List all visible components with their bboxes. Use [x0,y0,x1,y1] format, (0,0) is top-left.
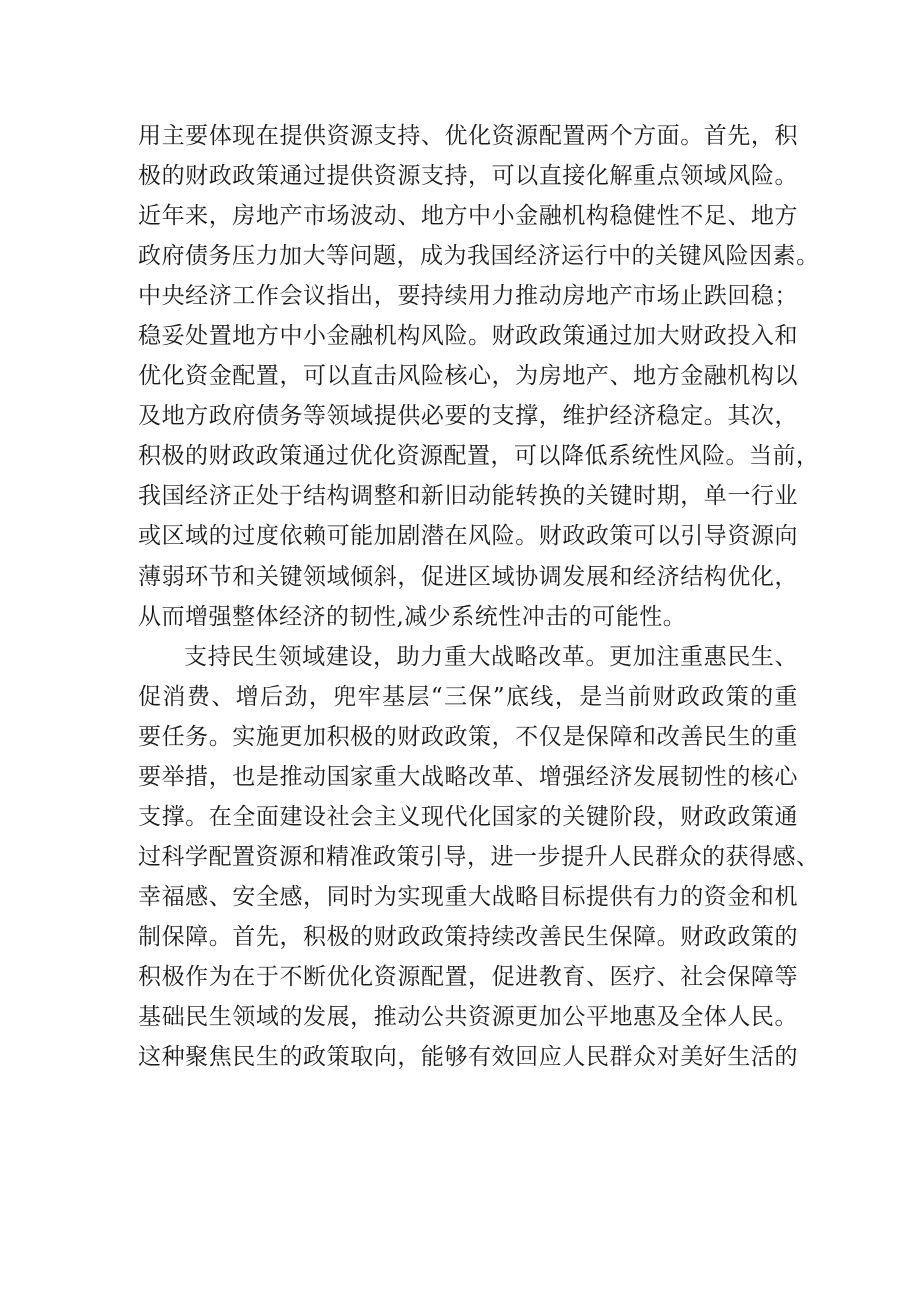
text-line: 积极的财政政策通过优化资源配置，可以降低系统性风险。当前， [138,443,820,470]
text-line: 要举措，也是推动国家重大战略改革、增强经济发展韧性的核心 [138,763,798,790]
body-text [138,117,820,1078]
text-line: 政府债务压力加大等问题，成为我国经济运行中的关键风险因素。 [138,243,820,270]
text-line: 基础民生领域的发展，推动公共资源更加公平地惠及全体人民。 [138,1004,798,1031]
text-line: 极的财政政策通过提供资源支持，可以直接化解重点领域风险。 [138,163,798,190]
paragraph-start-line: 支持民生领域建设，助力重大战略改革。更加注重惠民生、 [184,643,798,670]
paragraph-end-line: 从而增强整体经济的韧性,减少系统性冲击的可能性。 [138,603,687,630]
text-line: 近年来，房地产市场波动、地方中小金融机构稳健性不足、地方 [138,203,798,230]
text-line: 我国经济正处于结构调整和新旧动能转换的关键时期，单一行业 [138,483,798,510]
text-line: 制保障。首先，积极的财政政策持续改善民生保障。财政政策的 [138,923,798,950]
text-line: 用主要体现在提供资源支持、优化资源配置两个方面。首先，积 [138,123,798,149]
text-line: 或区域的过度依赖可能加剧潜在风险。财政政策可以引导资源向 [138,523,798,550]
text-line: 要任务。实施更加积极的财政政策，不仅是保障和改善民生的重 [138,723,798,750]
text-line: 稳妥处置地方中小金融机构风险。财政政策通过加大财政投入和 [138,323,798,350]
text-line: 促消费、增后劲，兜牢基层“三保”底线，是当前财政政策的重 [138,683,798,710]
text-line: 优化资金配置，可以直击风险核心，为房地产、地方金融机构以 [138,363,798,390]
text-line: 薄弱环节和关键领域倾斜，促进区域协调发展和经济结构优化， [138,563,798,590]
text-line: 这种聚焦民生的政策取向，能够有效回应人民群众对美好生活的 [138,1044,798,1071]
text-line: 支撑。在全面建设社会主义现代化国家的关键阶段，财政政策通 [138,803,798,830]
text-line: 中央经济工作会议指出，要持续用力推动房地产市场止跌回稳； [138,283,798,310]
text-line: 过科学配置资源和精准政策引导，进一步提升人民群众的获得感、 [138,843,820,870]
text-line: 积极作为在于不断优化资源配置，促进教育、医疗、社会保障等 [138,963,798,990]
text-line: 幸福感、安全感，同时为实现重大战略目标提供有力的资金和机 [138,883,798,910]
text-line: 及地方政府债务等领域提供必要的支撑，维护经济稳定。其次， [138,403,798,430]
